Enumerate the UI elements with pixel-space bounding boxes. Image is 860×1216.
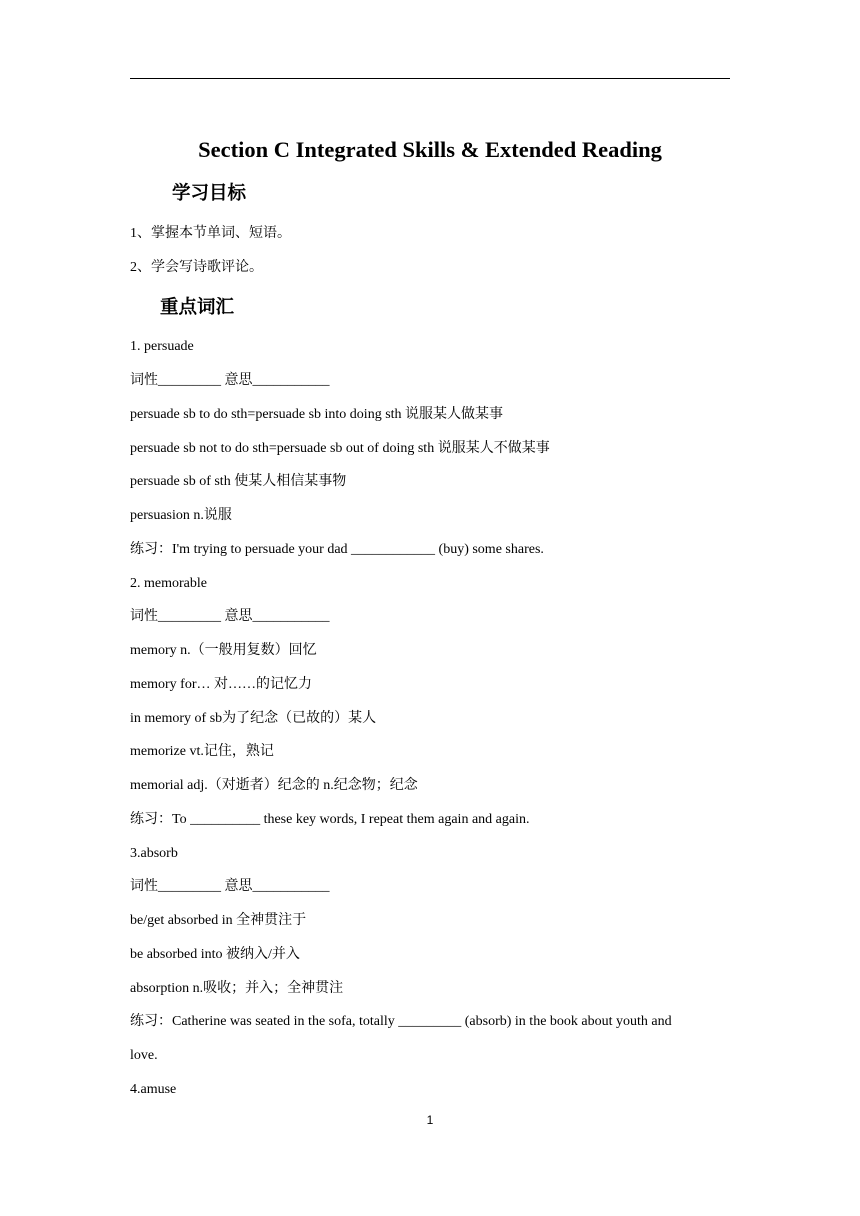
- vocab-line: 练习：I'm trying to persuade your dad ____________ (buy) some shares.: [130, 542, 544, 557]
- vocab-line: 词性_________ 意思___________: [130, 609, 330, 624]
- vocab-line: memorize vt.记住，熟记: [130, 744, 274, 759]
- vocab-line: memorial adj.（对逝者）纪念的 n.纪念物；纪念: [130, 778, 418, 793]
- vocab-line: 2. memorable: [130, 576, 207, 591]
- vocab-line: memory for… 对……的记忆力: [130, 677, 312, 692]
- vocab-line: persuade sb not to do sth=persuade sb out of doing sth 说服某人不做某事: [130, 441, 550, 456]
- vocab-line: love.: [130, 1048, 158, 1063]
- vocab-line: 词性_________ 意思___________: [130, 879, 330, 894]
- page-number: 1: [426, 1113, 434, 1127]
- objective-line: 2、学会写诗歌评论。: [130, 260, 263, 275]
- vocab-line: absorption n.吸收；并入；全神贯注: [130, 981, 344, 996]
- vocab-line: persuasion n.说服: [130, 508, 232, 523]
- vocab-line: 1. persuade: [130, 339, 194, 354]
- vocab-line: 4.amuse: [130, 1082, 177, 1097]
- vocab-line: 练习：To __________ these key words, I repeat them again and again.: [130, 812, 530, 827]
- vocab-line: 词性_________ 意思___________: [130, 373, 330, 388]
- vocab-line: be/get absorbed in 全神贯注于: [130, 913, 307, 928]
- document-title: Section C Integrated Skills & Extended Reading: [198, 137, 662, 162]
- section-heading-vocabulary: 重点词汇: [160, 297, 235, 318]
- section-heading-objectives: 学习目标: [172, 183, 247, 204]
- vocab-line: 3.absorb: [130, 846, 178, 861]
- vocab-line: 练习：Catherine was seated in the sofa, totally _________ (absorb) in the book about youth and: [130, 1014, 672, 1029]
- vocab-line: persuade sb of sth 使某人相信某事物: [130, 474, 347, 489]
- header-rule: [130, 78, 730, 79]
- objective-line: 1、掌握本节单词、短语。: [130, 226, 291, 241]
- vocab-line: be absorbed into 被纳入/并入: [130, 947, 300, 962]
- vocab-line: memory n.（一般用复数）回忆: [130, 643, 317, 658]
- vocab-line: in memory of sb为了纪念（已故的）某人: [130, 711, 377, 726]
- vocab-line: persuade sb to do sth=persuade sb into doing sth 说服某人做某事: [130, 407, 504, 422]
